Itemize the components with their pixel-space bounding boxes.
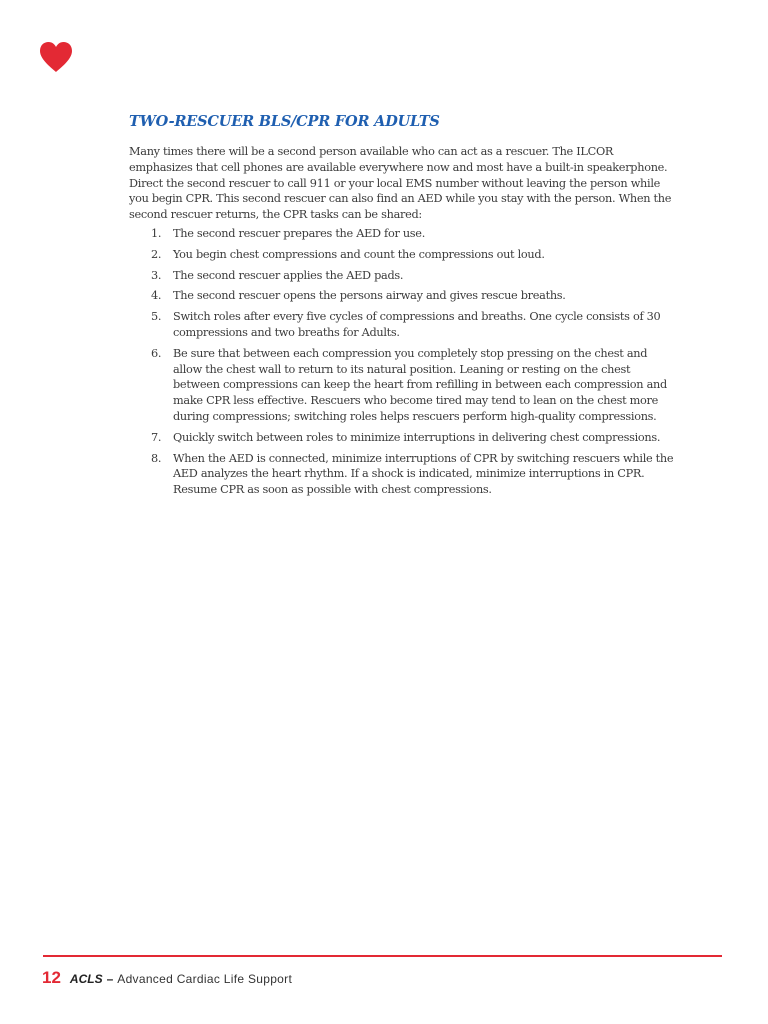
step-number: 7. bbox=[151, 430, 162, 444]
step-number: 6. bbox=[151, 346, 162, 360]
step-number: 2. bbox=[151, 247, 162, 261]
list-item bbox=[129, 288, 674, 304]
step-text: Be sure that between each compression you completely stop pressing on the chest and allow the chest wall to return to its natural position. Leaning or resting on the chest between compressions can keep the heart from refilling in between each compression and make CPR less effective. Rescuers who become tired may tend to lean on the chest more during compressions; switching roles helps rescuers perform high-quality compressions. bbox=[173, 346, 667, 423]
step-text: When the AED is connected, minimize interruptions of CPR by switching rescuers while the AED analyzes the heart rhythm. If a shock is indicated, minimize interruptions in CPR. Resume CPR as soon as possible with chest compressions. bbox=[173, 451, 674, 497]
step-text: Switch roles after every five cycles of compressions and breaths. One cycle consists of 30 compressions and two breaths for Adults. bbox=[173, 310, 661, 339]
list-item bbox=[129, 247, 674, 263]
step-text: Quickly switch between roles to minimize interruptions in delivering chest compressions. bbox=[173, 430, 661, 444]
step-text: The second rescuer applies the AED pads. bbox=[173, 268, 404, 282]
step-number: 4. bbox=[151, 289, 162, 303]
step-text: The second rescuer prepares the AED for use. bbox=[173, 226, 425, 240]
step-number: 5. bbox=[151, 310, 162, 324]
step-number: 8. bbox=[151, 451, 162, 465]
footer-separator: – bbox=[106, 972, 114, 986]
section-title: TWO-RESCUER BLS/CPR FOR ADULTS bbox=[129, 113, 440, 130]
footer-subtitle: Advanced Cardiac Life Support bbox=[117, 972, 293, 986]
page-number: 12 bbox=[42, 968, 61, 987]
footer-divider bbox=[43, 955, 722, 957]
list-item bbox=[129, 268, 674, 284]
step-number: 3. bbox=[151, 268, 162, 282]
step-text: You begin chest compressions and count the compressions out loud. bbox=[173, 247, 545, 261]
list-item bbox=[129, 430, 674, 446]
steps-list bbox=[129, 226, 674, 498]
page-footer bbox=[42, 968, 292, 988]
list-item bbox=[129, 346, 674, 425]
main-content bbox=[129, 113, 674, 503]
list-item bbox=[129, 451, 674, 498]
footer-brand: ACLS bbox=[69, 972, 103, 986]
heart-icon bbox=[38, 40, 74, 74]
list-item bbox=[129, 309, 674, 341]
step-number: 1. bbox=[151, 226, 162, 240]
list-item bbox=[129, 226, 674, 242]
intro-paragraph: Many times there will be a second person available who can act as a rescuer. The ILCOR emphasizes that cell phones are available everywhere now and most have a built-in speakerphone. Direct the second rescuer to call 911 or your local EMS number without leaving the person while you begin CPR. This second rescuer can also find an AED while you stay with the person. When the second rescuer returns, the CPR tasks can be shared: bbox=[129, 145, 672, 222]
step-text: The second rescuer opens the persons airway and gives rescue breaths. bbox=[173, 289, 566, 303]
